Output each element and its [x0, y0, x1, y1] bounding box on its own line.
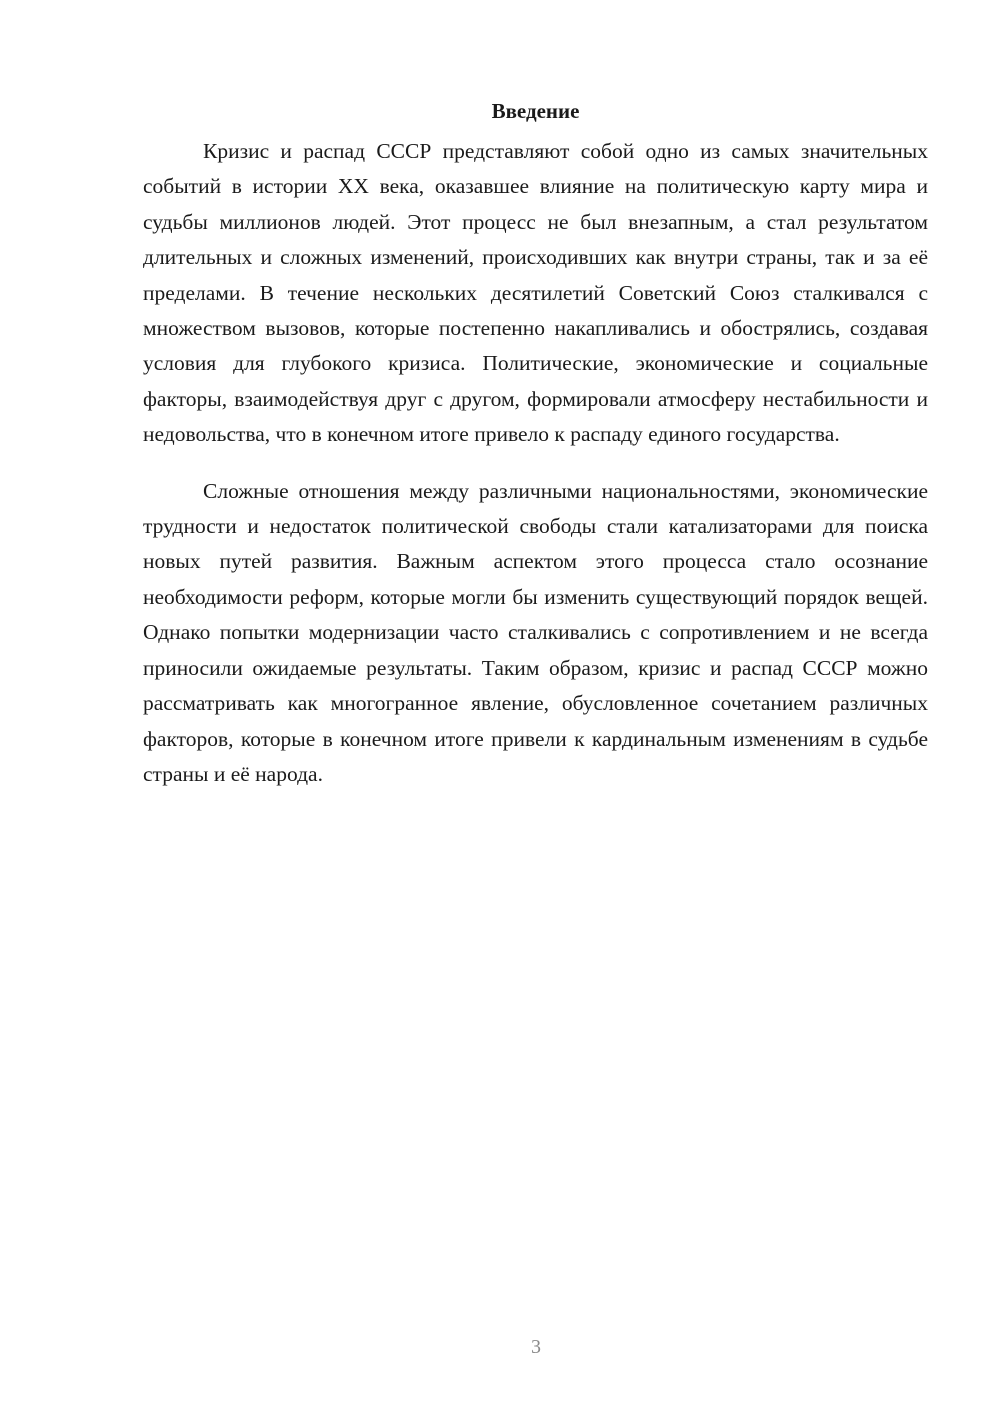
paragraph-1: Кризис и распад СССР представляют собой одно из самых значительных событий в истории XX века, оказавшее влияние на политическую карту мира и судьбы миллионов людей. Этот процесс не был внезапным, а стал результатом длительных и сложных изменений, происходивших как внутри страны, так и за её пределами. В течение нескольких десятилетий Советский Союз сталкивался с множеством вызовов, которые постепенно накапливались и обострялись, создавая условия для глубокого кризиса. Политические, экономические и социальные факторы, взаимодействуя друг с другом, формировали атмосферу нестабильности и недовольства, что в конечном итоге привело к распаду единого государства.: [143, 139, 928, 447]
section-heading: Введение: [491, 99, 580, 123]
page-number: 3: [531, 1336, 541, 1358]
paragraph-2: Сложные отношения между различными национальностями, экономические трудности и недостаток политической свободы стали катализаторами для поиска новых путей развития. Важным аспектом этого процесса стало осознание необходимости реформ, которые могли бы изменить существующий порядок вещей. Однако попытки модернизации часто сталкивались с сопротивлением и не всегда приносили ожидаемые результаты. Таким образом, кризис и распад СССР можно рассматривать как многогранное явление, обусловленное сочетанием различных факторов, которые в конечном итоге привели к кардинальным изменениям в судьбе страны и её народа.: [143, 478, 928, 786]
page-content: [143, 94, 928, 792]
